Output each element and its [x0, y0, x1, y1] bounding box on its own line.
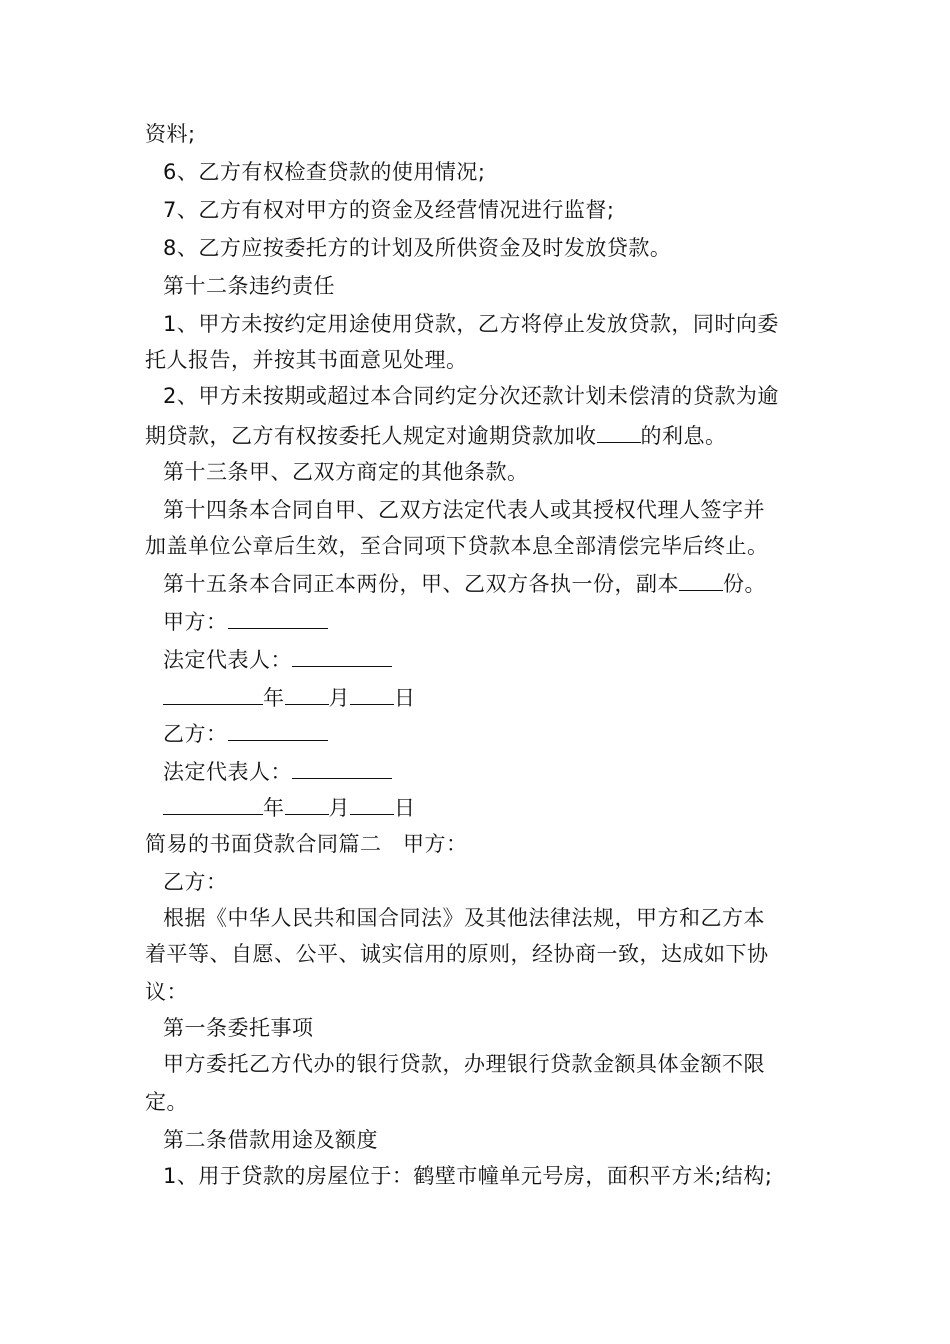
- text-line: 第十四条本合同自甲、乙双方法定代表人或其授权代理人签字并: [163, 498, 765, 522]
- fill-in-blank: [163, 792, 263, 815]
- text-line: 着平等、自愿、公平、诚实信用的原则，经协商一致，达成如下协: [145, 942, 769, 966]
- text-line: 1、用于贷款的房屋位于：鹤壁市幢单元号房，面积平方米;结构;: [163, 1164, 773, 1188]
- text-line: 托人报告，并按其书面意见处理。: [145, 348, 468, 372]
- article-heading: 第一条委托事项: [163, 1016, 314, 1040]
- fill-in-blank: [679, 568, 723, 591]
- text-line: 8、乙方应按委托方的计划及所供资金及时发放贷款。: [163, 236, 672, 260]
- date-line-b: 年 月 日: [163, 792, 416, 822]
- fill-in-blank: [597, 420, 641, 443]
- date-line-a: 年 月 日: [163, 682, 416, 712]
- text-line: 甲方委托乙方代办的银行贷款，办理银行贷款金额具体金额不限: [163, 1052, 765, 1076]
- fill-in-blank: [285, 792, 329, 815]
- signature-legal-rep-b: 法定代表人：: [163, 756, 392, 786]
- text-line: 定。: [145, 1090, 188, 1114]
- fill-in-blank: [292, 756, 392, 779]
- text-line: 期贷款，乙方有权按委托人规定对逾期贷款加收 的利息。: [145, 420, 727, 450]
- signature-party-b: 乙方：: [163, 718, 328, 748]
- article-heading: 第十三条甲、乙双方商定的其他条款。: [163, 460, 529, 484]
- text-line: 根据《中华人民共和国合同法》及其他法律法规，甲方和乙方本: [163, 906, 765, 930]
- text-line: 1、甲方未按约定用途使用贷款，乙方将停止发放贷款，同时向委: [163, 312, 779, 336]
- text-line: 6、乙方有权检查贷款的使用情况;: [163, 160, 486, 184]
- article-heading: 第十二条违约责任: [163, 274, 335, 298]
- fill-in-blank: [228, 606, 328, 629]
- fill-in-blank: [163, 682, 263, 705]
- text-line: 7、乙方有权对甲方的资金及经营情况进行监督;: [163, 198, 615, 222]
- fill-in-blank: [292, 644, 392, 667]
- signature-party-a: 甲方：: [163, 606, 328, 636]
- fill-in-blank: [350, 682, 394, 705]
- fill-in-blank: [350, 792, 394, 815]
- text-line: 2、甲方未按期或超过本合同约定分次还款计划未偿清的贷款为逾: [163, 384, 779, 408]
- text-line: 议：: [145, 980, 188, 1004]
- text-line: 加盖单位公章后生效，至合同项下贷款本息全部清偿完毕后终止。: [145, 534, 769, 558]
- section-title: 简易的书面贷款合同篇二 甲方：: [145, 832, 468, 856]
- signature-legal-rep-a: 法定代表人：: [163, 644, 392, 674]
- text-line: 第十五条本合同正本两份，甲、乙双方各执一份，副本 份。: [163, 568, 766, 598]
- fill-in-blank: [285, 682, 329, 705]
- article-heading: 第二条借款用途及额度: [163, 1128, 378, 1152]
- text-line: 乙方：: [163, 870, 228, 894]
- text-line: 资料;: [145, 122, 196, 146]
- fill-in-blank: [228, 718, 328, 741]
